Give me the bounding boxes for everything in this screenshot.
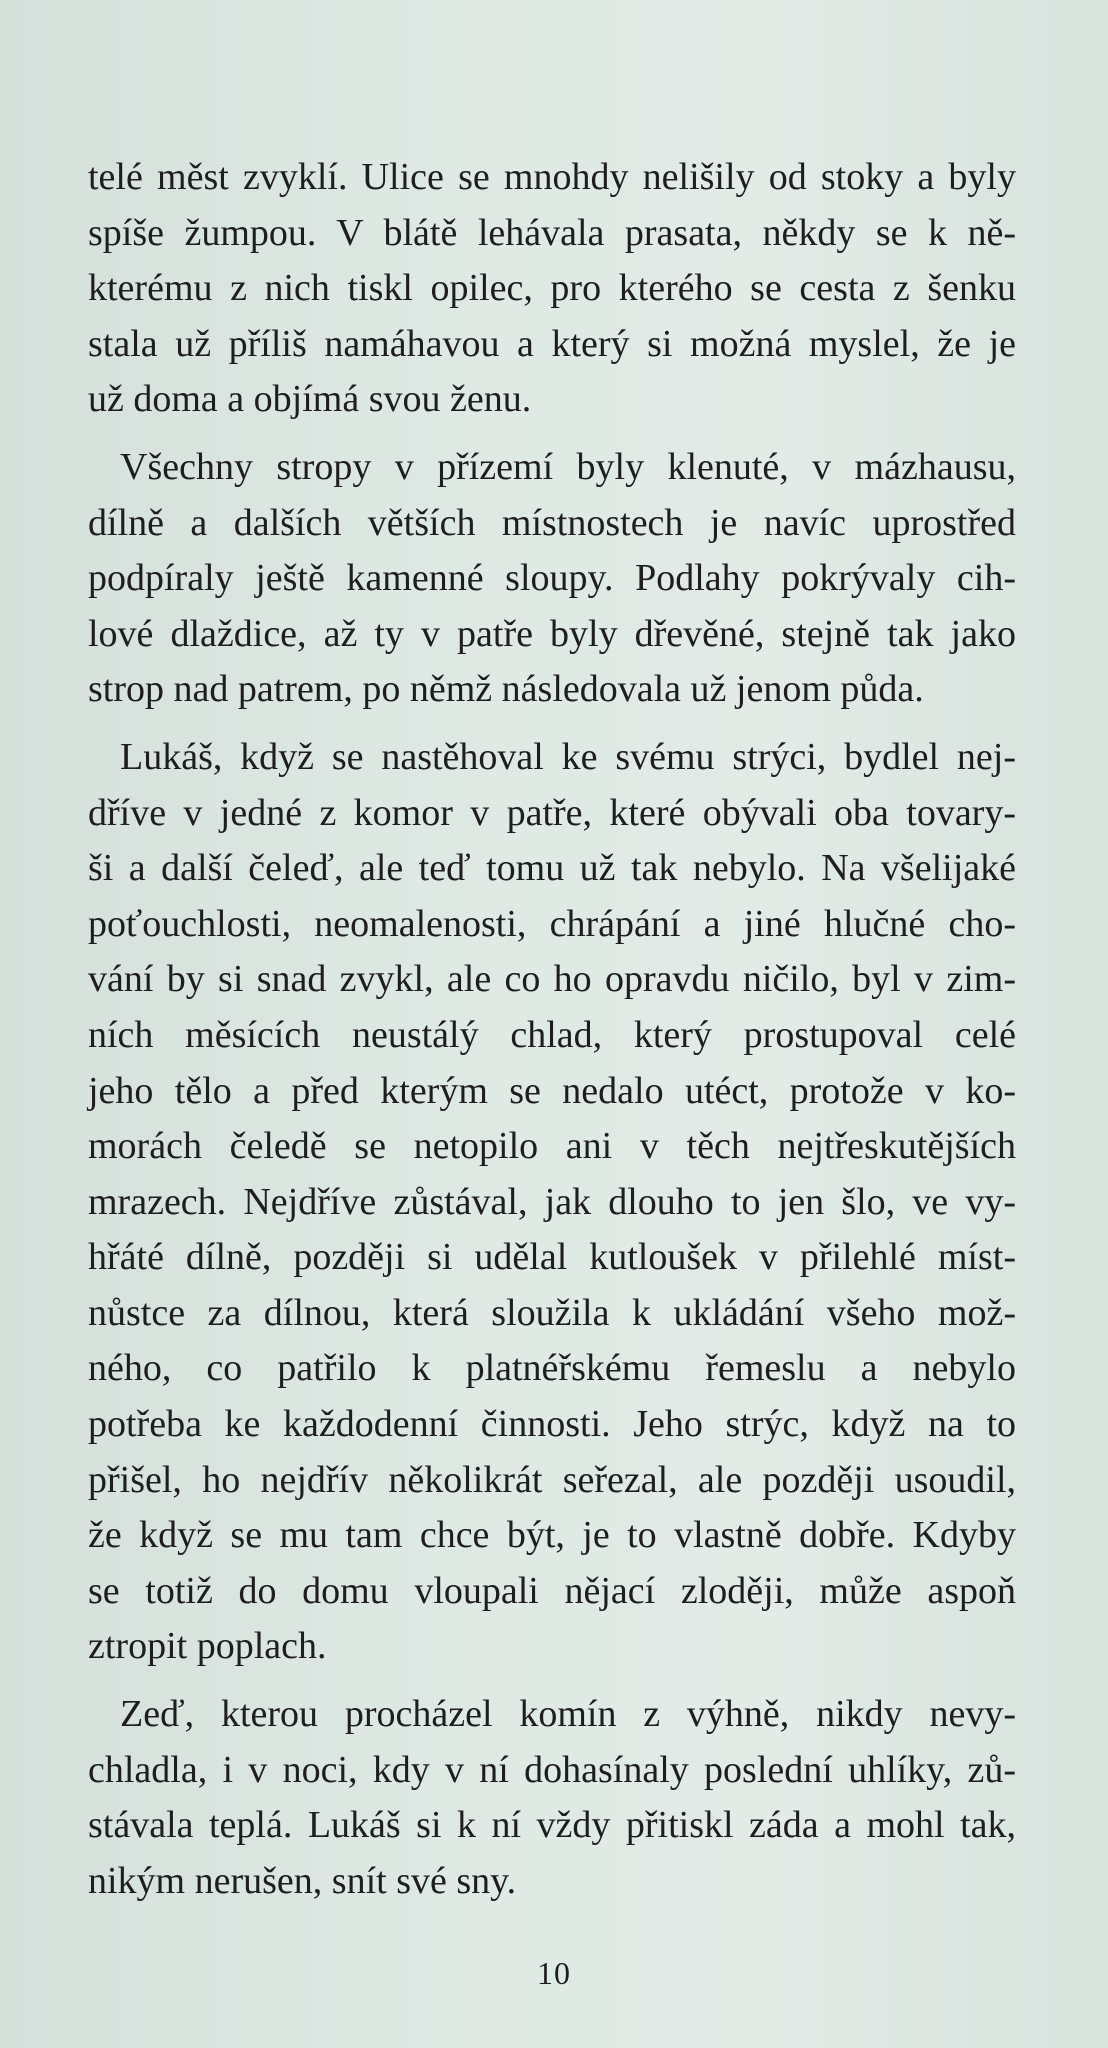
- paragraph-2: [88, 440, 1016, 718]
- page-number: 10: [537, 1955, 571, 1991]
- text-line: telé měst zvyklí. Ulice se mnohdy nelišily od stoky a byly: [88, 156, 1016, 198]
- text-line: vání by si snad zvykl, ale co ho opravdu ničilo, byl v zim-: [88, 958, 1016, 1001]
- text-line: ních měsících neustálý chlad, který prostupoval celé: [88, 1013, 1016, 1056]
- text-line: ného, co patřilo k platnéřskému řemeslu a nebylo: [88, 1347, 1016, 1390]
- text-line: přišel, ho nejdřív několikrát seřezal, ale později usoudil,: [88, 1458, 1016, 1501]
- paragraph-3: [88, 730, 1016, 1675]
- text-line: chladla, i v noci, kdy v ní dohasínaly poslední uhlíky, zů-: [88, 1748, 1016, 1791]
- text-line: potřeba ke každodenní činnosti. Jeho strýc, když na to: [88, 1403, 1016, 1446]
- text-line: Lukáš, když se nastěhoval ke svému strýci, bydlel nej-: [120, 735, 1016, 778]
- text-line: nikým nerušen, snít své sny.: [88, 1859, 517, 1902]
- text-line: ztropit poplach.: [88, 1625, 327, 1668]
- paragraph-4: [88, 1687, 1016, 1909]
- text-line: podpíraly ještě kamenné sloupy. Podlahy pokrývaly cih-: [88, 557, 1016, 600]
- text-line: kterému z nich tiskl opilec, pro kterého se cesta z šenku: [88, 267, 1016, 310]
- text-line: Všechny stropy v přízemí byly klenuté, v mázhausu,: [120, 445, 1016, 488]
- text-line: jeho tělo a před kterým se nedalo utéct, protože v ko-: [88, 1069, 1016, 1112]
- text-line: nůstce za dílnou, která sloužila k ukládání všeho mož-: [88, 1291, 1016, 1334]
- text-line: ši a další čeleď, ale teď tomu už tak nebylo. Na všelijaké: [88, 847, 1016, 890]
- paragraph-1: [88, 150, 1016, 428]
- text-line: dříve v jedné z komor v patře, které obývali oba tovary-: [88, 791, 1016, 834]
- text-line: Zeď, kterou procházel komín z výhně, nikdy nevy-: [120, 1693, 1016, 1736]
- text-line: už doma a objímá svou ženu.: [88, 378, 532, 421]
- text-line: že když se mu tam chce být, je to vlastně dobře. Kdyby: [88, 1514, 1016, 1557]
- text-line: stala už příliš namáhavou a který si možná myslel, že je: [88, 322, 1016, 365]
- text-line: strop nad patrem, po němž následovala už jenom půda.: [88, 668, 924, 711]
- text-line: poťouchlosti, neomalenosti, chrápání a jiné hlučné cho-: [88, 902, 1016, 945]
- text-line: se totiž do domu vloupali nějací zloději, může aspoň: [88, 1569, 1016, 1612]
- text-line: spíše žumpou. V blátě lehávala prasata, někdy se k ně-: [88, 211, 1016, 254]
- body-text: [88, 150, 1016, 1909]
- text-line: morách čeledě se netopilo ani v těch nejtřeskutějších: [88, 1125, 1016, 1168]
- text-line: lové dlaždice, až ty v patře byly dřevěné, stejně tak jako: [88, 612, 1016, 655]
- text-line: dílně a dalších větších místnostech je navíc uprostřed: [88, 501, 1016, 544]
- text-line: stávala teplá. Lukáš si k ní vždy přitiskl záda a mohl tak,: [88, 1804, 1016, 1847]
- text-line: mrazech. Nejdříve zůstával, jak dlouho to jen šlo, ve vy-: [88, 1180, 1016, 1223]
- text-line: hřáté dílně, později si udělal kutloušek v přilehlé míst-: [88, 1236, 1016, 1279]
